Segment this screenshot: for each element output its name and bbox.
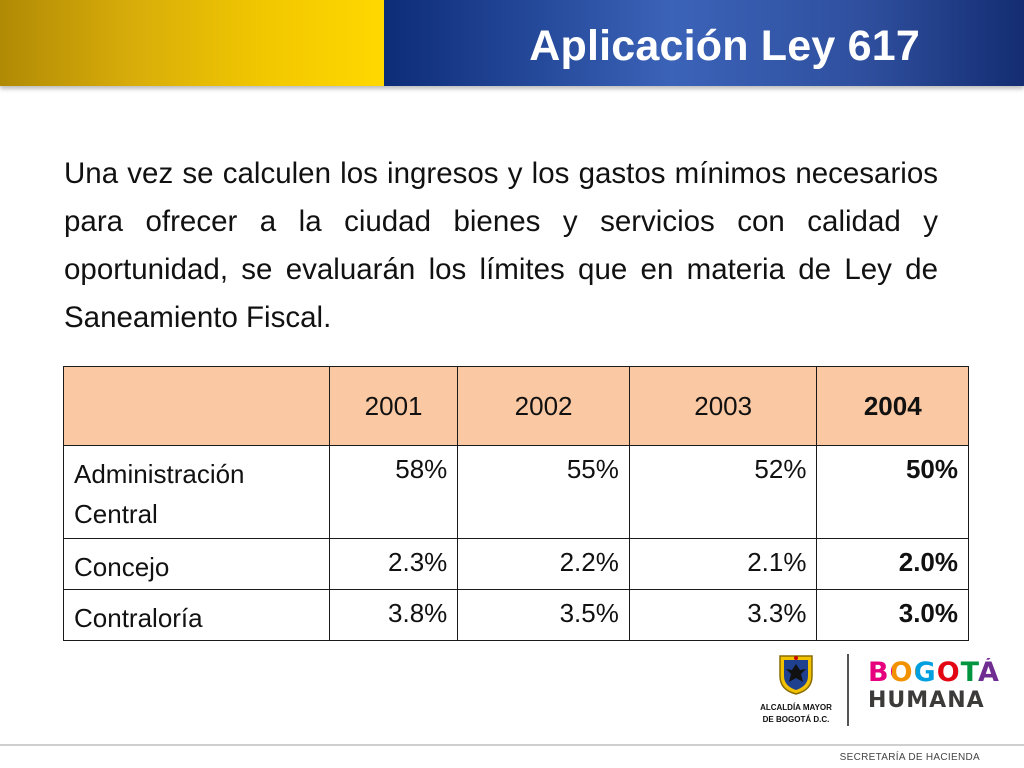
- row-label: Contraloría: [64, 590, 330, 641]
- table-cell-highlight: 2.0%: [817, 539, 969, 590]
- humana-wordmark: HUMANA: [868, 688, 985, 713]
- slide-header: [0, 0, 1024, 86]
- table-header-year: 2003: [629, 367, 817, 446]
- row-label: Administración Central: [64, 446, 330, 539]
- table-header-corner: [64, 367, 330, 446]
- bogota-humana-logo: [868, 658, 1000, 714]
- institution-logos: [748, 652, 998, 732]
- header-blue-band: [384, 0, 1024, 86]
- alcaldia-logo: [756, 652, 836, 725]
- alcaldia-text-line2: DE BOGOTÁ D.C.: [762, 715, 830, 724]
- intro-paragraph: Una vez se calculen los ingresos y los gastos mínimos necesarios para ofrecer a la ciudad bienes y servicios con calidad y oportunidad, se evaluarán los límites que en materia de Ley de Saneamiento Fiscal.: [64, 157, 938, 334]
- footer-divider: [0, 744, 1024, 746]
- table-cell: 55%: [458, 446, 630, 539]
- table-cell: 52%: [629, 446, 817, 539]
- table-cell-highlight: 50%: [817, 446, 969, 539]
- table-cell: 2.2%: [458, 539, 630, 590]
- table-cell: 58%: [329, 446, 457, 539]
- table-cell: 3.8%: [329, 590, 457, 641]
- logo-divider: [847, 654, 849, 726]
- coat-of-arms-icon: [776, 652, 816, 696]
- row-label: Concejo: [64, 539, 330, 590]
- alcaldia-text-line1: ALCALDÍA MAYOR: [760, 703, 832, 712]
- slide-title: Aplicación Ley 617: [529, 22, 920, 70]
- table-header-year: 2001: [329, 367, 457, 446]
- table-cell: 2.3%: [329, 539, 457, 590]
- table-header-year-highlight: 2004: [817, 367, 969, 446]
- footer-label: SECRETARÍA DE HACIENDA: [839, 752, 980, 763]
- table-cell: 3.5%: [458, 590, 630, 641]
- table-row: [64, 539, 969, 590]
- table-row: [64, 590, 969, 641]
- table-cell: 3.3%: [629, 590, 817, 641]
- bogota-wordmark: BOGOTÁ: [868, 657, 1000, 688]
- table-cell-highlight: 3.0%: [817, 590, 969, 641]
- table-header-row: [64, 367, 969, 446]
- law-617-limits-table: [63, 366, 969, 641]
- table-cell: 2.1%: [629, 539, 817, 590]
- header-gold-band: [0, 0, 384, 86]
- table-header-year: 2002: [458, 367, 630, 446]
- table-row: [64, 446, 969, 539]
